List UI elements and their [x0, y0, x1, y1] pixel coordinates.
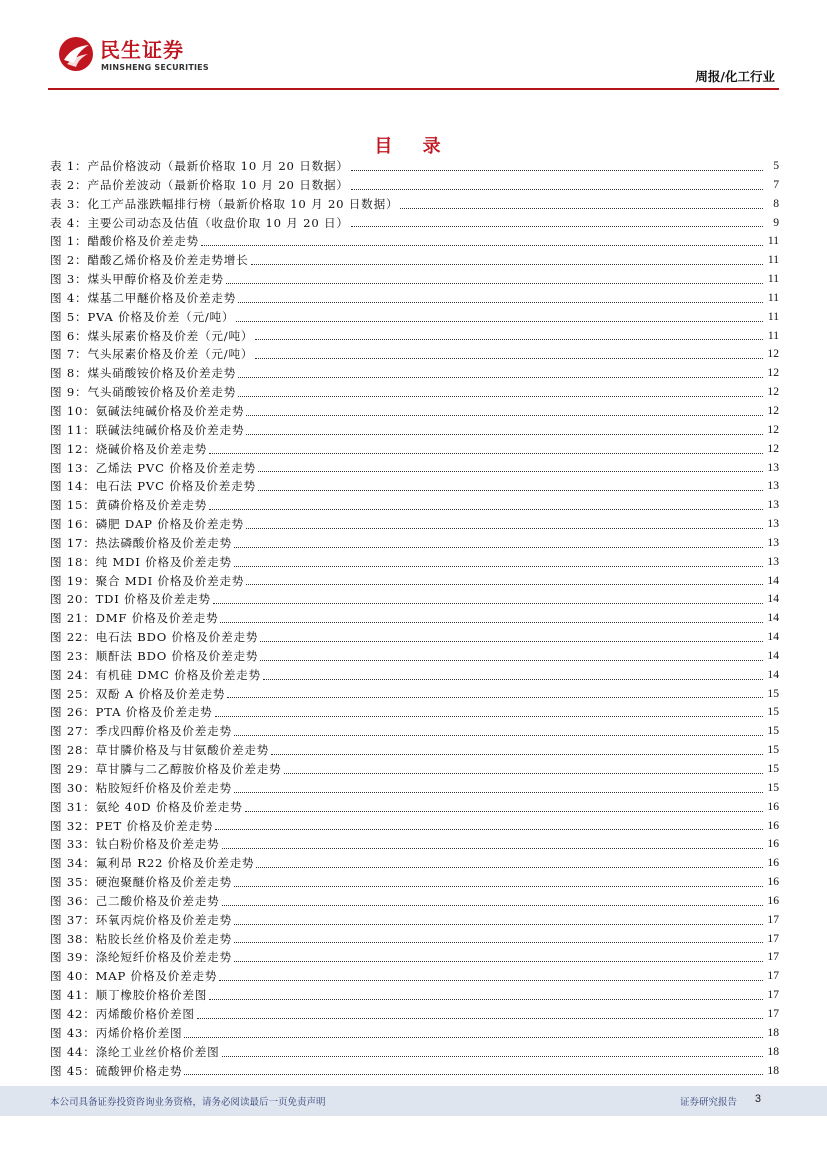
page-footer	[0, 1086, 827, 1116]
toc-entry[interactable]	[50, 1005, 779, 1024]
toc-entry-label: 表 3：化工产品涨跌幅排行榜（最新价格取 10 月 20 日数据）	[50, 196, 399, 211]
toc-entry-page: 15	[767, 780, 779, 794]
toc-entry-page: 16	[767, 818, 779, 832]
toc-entry-page: 16	[767, 837, 779, 851]
toc-entry[interactable]	[50, 609, 779, 628]
toc-entry-page: 9	[773, 215, 779, 229]
toc-entry[interactable]	[50, 779, 779, 798]
toc-dot-leader	[197, 1018, 763, 1019]
toc-entry[interactable]	[50, 176, 779, 195]
toc-entry[interactable]	[50, 270, 779, 289]
toc-entry[interactable]	[50, 628, 779, 647]
toc-entry-label: 图 37：环氧丙烷价格及价差走势	[50, 912, 232, 927]
toc-entry-page: 17	[767, 969, 779, 983]
toc-entry[interactable]	[50, 496, 779, 515]
toc-entry[interactable]	[50, 647, 779, 666]
page-header	[0, 0, 827, 95]
toc-entry-label: 图 16：磷肥 DAP 价格及价差走势	[50, 517, 245, 532]
toc-dot-leader	[245, 811, 763, 812]
toc-entry-label: 图 3：煤头甲醇价格及价差走势	[50, 272, 224, 287]
toc-entry-page: 14	[767, 611, 779, 625]
toc-dot-leader	[222, 848, 763, 849]
toc-entry[interactable]	[50, 1024, 779, 1043]
toc-dot-leader	[246, 584, 763, 585]
company-logo	[58, 32, 218, 80]
toc-entry-label: 图 4：煤基二甲醚价格及价差走势	[50, 290, 237, 305]
toc-entry-label: 图 5：PVA 价格及价差（元/吨）	[50, 309, 235, 324]
toc-entry[interactable]	[50, 195, 779, 214]
toc-dot-leader	[209, 453, 763, 454]
footer-doc-type: 证券研究报告	[679, 1097, 737, 1108]
toc-dot-leader	[260, 660, 763, 661]
toc-entry[interactable]	[50, 948, 779, 967]
toc-dot-leader	[209, 509, 763, 510]
minsheng-logo-icon	[58, 36, 94, 72]
toc-entry-label: 图 22：电石法 BDO 价格及价差走势	[50, 630, 259, 645]
toc-dot-leader	[222, 1056, 763, 1057]
toc-entry-label: 图 30：粘胶短纤价格及价差走势	[50, 780, 232, 795]
toc-entry-label: 图 13：乙烯法 PVC 价格及价差走势	[50, 460, 256, 475]
toc-entry-page: 12	[767, 366, 779, 380]
toc-dot-leader	[251, 264, 763, 265]
toc-entry-label: 表 1：产品价格波动（最新价格取 10 月 20 日数据）	[50, 159, 349, 173]
toc-entry-label: 图 45：硫酸钾价格走势	[50, 1063, 183, 1078]
toc-entry-page: 13	[767, 479, 779, 493]
toc-entry-page: 18	[767, 1063, 779, 1077]
toc-entry-page: 11	[767, 328, 779, 342]
toc-dot-leader	[258, 490, 763, 491]
toc-entry-page: 17	[767, 988, 779, 1002]
toc-entry[interactable]	[50, 383, 779, 402]
toc-dot-leader	[227, 697, 763, 698]
toc-dot-leader	[234, 942, 763, 943]
toc-entry-page: 11	[767, 290, 779, 304]
toc-entry-page: 16	[767, 856, 779, 870]
toc-entry-page: 12	[767, 403, 779, 417]
toc-entry-page: 17	[767, 912, 779, 926]
toc-dot-leader	[238, 302, 763, 303]
toc-dot-leader	[234, 547, 763, 548]
toc-entry-label: 图 38：粘胶长丝价格及价差走势	[50, 931, 232, 946]
toc-entry-page: 13	[767, 460, 779, 474]
toc-entry[interactable]	[50, 722, 779, 741]
toc-entry-label: 图 9：气头硝酸铵价格及价差走势	[50, 385, 237, 400]
toc-entry-page: 12	[767, 347, 779, 361]
table-of-contents	[50, 157, 779, 1080]
toc-entry-page: 13	[767, 517, 779, 531]
toc-entry[interactable]	[50, 327, 779, 346]
toc-dot-leader	[351, 189, 763, 190]
toc-entry-page: 13	[767, 498, 779, 512]
toc-entry-page: 15	[767, 686, 779, 700]
toc-dot-leader	[256, 867, 763, 868]
toc-entry-label: 图 27：季戊四醇价格及价差走势	[50, 724, 232, 739]
toc-entry[interactable]	[50, 930, 779, 949]
toc-entry-page: 14	[767, 573, 779, 587]
toc-entry[interactable]	[50, 590, 779, 609]
toc-entry-label: 图 23：顺酐法 BDO 价格及价差走势	[50, 648, 259, 663]
toc-dot-leader	[260, 641, 763, 642]
toc-entry-page: 17	[767, 1006, 779, 1020]
toc-entry-label: 图 6：煤头尿素价格及价差（元/吨）	[50, 328, 254, 343]
toc-entry-label: 表 4：主要公司动态及估值（收盘价取 10 月 20 日）	[50, 215, 349, 230]
toc-dot-leader	[222, 905, 763, 906]
toc-entry[interactable]	[50, 854, 779, 873]
toc-dot-leader	[234, 886, 763, 887]
toc-entry-page: 13	[767, 554, 779, 568]
toc-dot-leader	[219, 980, 763, 981]
toc-entry-page: 14	[767, 648, 779, 662]
toc-entry-label: 图 39：涤纶短纤价格及价差走势	[50, 950, 232, 965]
toc-entry-label: 图 10：氨碱法纯碱价格及价差走势	[50, 403, 245, 418]
toc-dot-leader	[201, 245, 763, 246]
toc-dot-leader	[220, 622, 763, 623]
toc-entry-page: 11	[767, 234, 779, 248]
toc-entry-label: 图 29：草甘膦与二乙醇胺价格及价差走势	[50, 762, 282, 776]
toc-entry-label: 图 28：草甘膦价格及与甘氨酸价差走势	[50, 743, 270, 758]
toc-entry-page: 15	[767, 743, 779, 757]
toc-entry[interactable]	[50, 232, 779, 251]
toc-entry-label: 图 34：氟利昂 R22 价格及价差走势	[50, 856, 255, 871]
toc-entry-label: 图 26：PTA 价格及价差走势	[50, 705, 213, 720]
toc-dot-leader	[184, 1074, 763, 1075]
toc-entry[interactable]	[50, 1043, 779, 1062]
toc-dot-leader	[238, 377, 763, 378]
toc-dot-leader	[213, 603, 763, 604]
toc-entry[interactable]	[50, 1062, 779, 1081]
toc-dot-leader	[255, 358, 763, 359]
toc-entry-page: 16	[767, 799, 779, 813]
toc-entry[interactable]	[50, 817, 779, 836]
toc-entry-page: 17	[767, 931, 779, 945]
toc-dot-leader	[234, 924, 763, 925]
toc-entry[interactable]	[50, 515, 779, 534]
toc-entry[interactable]	[50, 477, 779, 496]
toc-dot-leader	[246, 528, 763, 529]
toc-dot-leader	[234, 735, 763, 736]
toc-entry-page: 14	[767, 667, 779, 681]
toc-dot-leader	[234, 566, 763, 567]
toc-entry-page: 8	[773, 196, 779, 210]
toc-entry-page: 15	[767, 705, 779, 719]
toc-entry-page: 5	[773, 159, 779, 172]
toc-entry-page: 12	[767, 385, 779, 399]
toc-dot-leader	[246, 415, 763, 416]
toc-entry[interactable]	[50, 534, 779, 553]
toc-entry-label: 图 15：黄磷价格及价差走势	[50, 498, 208, 513]
toc-entry-label: 图 1：醋酸价格及价差走势	[50, 234, 199, 249]
toc-entry-label: 图 31：氨纶 40D 价格及价差走势	[50, 799, 243, 814]
toc-dot-leader	[184, 1037, 763, 1038]
toc-dot-leader	[238, 396, 763, 397]
toc-entry-label: 图 25：双酚 A 价格及价差走势	[50, 686, 226, 701]
toc-entry-page: 12	[767, 422, 779, 436]
toc-entry-label: 图 44：涤纶工业丝价格价差图	[50, 1044, 220, 1059]
toc-entry[interactable]	[50, 214, 779, 233]
toc-entry-label: 图 18：纯 MDI 价格及价差走势	[50, 554, 232, 569]
toc-entry-label: 图 14：电石法 PVC 价格及价差走势	[50, 479, 256, 494]
toc-dot-leader	[236, 321, 763, 322]
toc-entry-page: 11	[767, 272, 779, 286]
toc-dot-leader	[258, 471, 763, 472]
toc-entry[interactable]	[50, 911, 779, 930]
toc-entry-label: 图 2：醋酸乙烯价格及价差走势增长	[50, 253, 249, 268]
toc-entry-label: 图 8：煤头硝酸铵价格及价差走势	[50, 366, 237, 381]
toc-entry-label: 图 43：丙烯价格价差图	[50, 1025, 183, 1040]
toc-entry-page: 15	[767, 762, 779, 775]
toc-entry-label: 图 7：气头尿素价格及价差（元/吨）	[50, 347, 254, 362]
toc-entry[interactable]	[50, 308, 779, 327]
toc-entry-label: 图 12：烧碱价格及价差走势	[50, 441, 208, 456]
toc-entry-label: 图 11：联碱法纯碱价格及价差走势	[50, 422, 245, 437]
toc-title: 目 录	[374, 136, 453, 157]
toc-entry-label: 图 41：顺丁橡胶价格价差图	[50, 988, 208, 1003]
toc-entry[interactable]	[50, 345, 779, 364]
toc-dot-leader	[234, 961, 763, 962]
toc-entry[interactable]	[50, 421, 779, 440]
toc-entry-page: 18	[767, 1025, 779, 1039]
toc-entry[interactable]	[50, 157, 779, 176]
toc-entry-label: 表 2：产品价差波动（最新价格取 10 月 20 日数据）	[50, 177, 349, 192]
toc-entry[interactable]	[50, 986, 779, 1005]
toc-entry[interactable]	[50, 289, 779, 308]
toc-entry-page: 14	[767, 592, 779, 606]
logo-english-name: MINSHENG SECURITIES	[101, 63, 209, 72]
toc-entry-page: 17	[767, 950, 779, 964]
toc-dot-leader	[215, 829, 763, 830]
toc-entry-label: 图 33：钛白粉价格及价差走势	[50, 837, 220, 852]
report-type: 周报/化工行业	[695, 69, 775, 84]
toc-dot-leader	[226, 283, 763, 284]
toc-entry-label: 图 24：有机硅 DMC 价格及价差走势	[50, 667, 261, 682]
toc-entry-page: 12	[767, 441, 779, 455]
toc-dot-leader	[263, 679, 763, 680]
toc-entry-page: 14	[767, 630, 779, 644]
logo-chinese-name: 民生证券	[100, 38, 184, 62]
toc-entry-label: 图 36：己二酸价格及价差走势	[50, 893, 220, 908]
toc-entry-label: 图 17：热法磷酸价格及价差走势	[50, 535, 232, 550]
toc-entry-label: 图 32：PET 价格及价差走势	[50, 818, 214, 833]
toc-entry[interactable]	[50, 402, 779, 421]
toc-entry[interactable]	[50, 703, 779, 722]
toc-entry[interactable]	[50, 459, 779, 478]
toc-entry[interactable]	[50, 741, 779, 760]
toc-dot-leader	[246, 434, 763, 435]
toc-entry[interactable]	[50, 760, 779, 779]
toc-entry[interactable]	[50, 440, 779, 459]
toc-entry[interactable]	[50, 666, 779, 685]
toc-entry-label: 图 42：丙烯酸价格价差图	[50, 1006, 195, 1021]
toc-dot-leader	[209, 999, 763, 1000]
toc-entry[interactable]	[50, 364, 779, 383]
toc-entry-label: 图 21：DMF 价格及价差走势	[50, 611, 219, 626]
toc-entry[interactable]	[50, 835, 779, 854]
toc-entry-page: 11	[767, 309, 779, 323]
toc-entry-page: 15	[767, 724, 779, 738]
toc-dot-leader	[234, 792, 763, 793]
toc-entry[interactable]	[50, 873, 779, 892]
toc-entry[interactable]	[50, 798, 779, 817]
toc-entry-label: 图 35：硬泡聚醚价格及价差走势	[50, 875, 232, 890]
toc-dot-leader	[351, 170, 763, 171]
toc-entry[interactable]	[50, 892, 779, 911]
toc-entry-page: 13	[767, 535, 779, 549]
toc-entry-label: 图 19：聚合 MDI 价格及价差走势	[50, 573, 245, 588]
toc-entry-page: 7	[773, 177, 779, 191]
toc-dot-leader	[255, 339, 763, 340]
toc-entry-page: 18	[767, 1044, 779, 1058]
toc-dot-leader	[271, 754, 763, 755]
header-divider	[48, 88, 779, 90]
toc-entry[interactable]	[50, 251, 779, 270]
toc-dot-leader	[284, 773, 763, 774]
footer-disclaimer: 本公司具备证券投资咨询业务资格，请务必阅读最后一页免责声明	[50, 1097, 326, 1108]
toc-entry[interactable]	[50, 685, 779, 704]
toc-entry[interactable]	[50, 967, 779, 986]
toc-dot-leader	[351, 226, 763, 227]
toc-dot-leader	[400, 208, 763, 209]
toc-entry[interactable]	[50, 553, 779, 572]
toc-entry-label: 图 20：TDI 价格及价差走势	[50, 592, 211, 607]
toc-entry-page: 16	[767, 893, 779, 907]
toc-dot-leader	[215, 716, 763, 717]
page-number: 3	[754, 1093, 761, 1105]
toc-entry-page: 11	[767, 253, 779, 267]
toc-entry-label: 图 40：MAP 价格及价差走势	[50, 969, 218, 984]
toc-entry[interactable]	[50, 572, 779, 591]
toc-entry-page: 16	[767, 875, 779, 889]
